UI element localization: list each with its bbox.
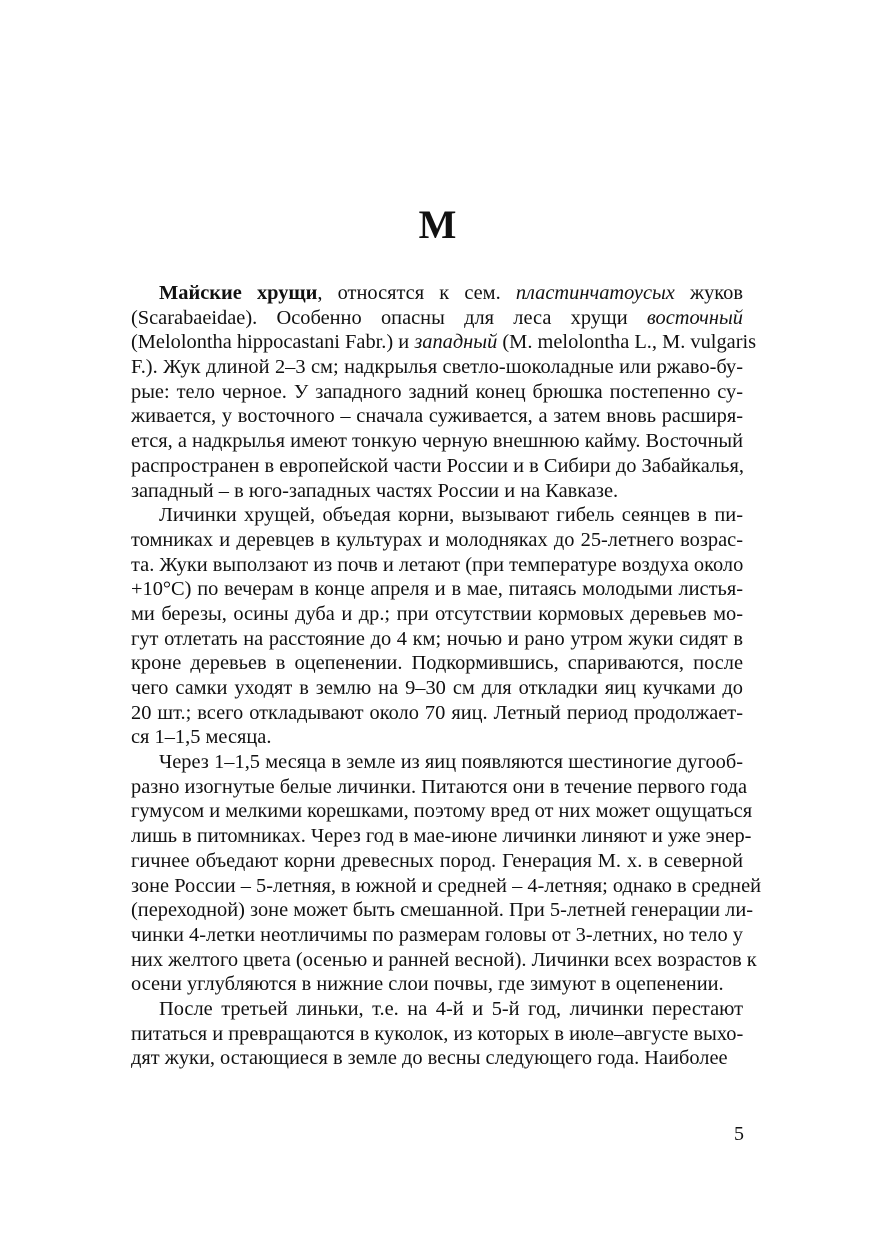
text-line xyxy=(131,750,743,775)
section-letter-heading: М xyxy=(418,202,458,247)
text-line xyxy=(131,627,743,652)
paragraph xyxy=(131,281,757,503)
text-run: западный – в юго-западных частях России и на Кавказе. xyxy=(131,479,619,502)
text-run: жуков xyxy=(674,282,743,304)
text-run: (M. melolontha L., M. vulgaris xyxy=(497,331,757,354)
text-line xyxy=(131,355,743,380)
text-run: них желтого цвета (осенью и ранней весной). Личинки всех возрастов к xyxy=(131,948,757,971)
text-run: (Melolontha hippocastani Fabr.) и xyxy=(131,331,415,354)
text-line xyxy=(131,775,748,800)
text-line xyxy=(131,725,743,750)
text-line xyxy=(131,528,743,553)
text-run: (Scarabaeidae). Особенно опасны для леса хрущи xyxy=(131,306,647,329)
text-line xyxy=(131,503,743,528)
text-line xyxy=(131,380,743,405)
text-run: рые: тело черное. У западного задний конец брюшка постепенно су- xyxy=(131,380,743,403)
text-run: гумусом и мелкими корешками, поэтому вред от них может ощущаться xyxy=(131,800,753,823)
text-line xyxy=(131,1022,743,1047)
text-run: осени углубляются в нижние слои почвы, где зимуют в оцепенении. xyxy=(131,973,724,996)
text-run: дят жуки, остающиеся в земле до весны следующего года. Наиболее xyxy=(131,1047,728,1070)
text-line xyxy=(131,676,743,701)
text-line xyxy=(131,701,743,726)
text-run: ется, а надкрылья имеют тонкую черную внешнюю кайму. Восточный xyxy=(131,430,743,453)
text-run: разно изогнутые белые личинки. Питаются они в течение первого года xyxy=(131,775,748,798)
text-line xyxy=(131,898,754,923)
text-run: После третьей линьки, т.е. на 4-й и 5-й год, личинки перестают xyxy=(159,997,743,1020)
text-line xyxy=(131,849,743,874)
paragraph xyxy=(131,750,762,997)
text-line xyxy=(131,923,743,948)
text-run: Личинки хрущей, объедая корни, вызывают гибель сеянцев в пи- xyxy=(159,504,743,527)
text-run: чинки 4-летки неотличимы по размерам головы от 3-летних, но тело у xyxy=(131,923,743,946)
text-run: 20 шт.; всего откладывают около 70 яиц. Летный период продолжает- xyxy=(131,701,743,724)
text-run: лишь в питомниках. Через год в мае-июне личинки линяют и уже энер- xyxy=(131,825,752,848)
term-italic: пластинчатоусых xyxy=(515,282,675,304)
text-line xyxy=(131,948,757,973)
text-line xyxy=(131,1046,743,1071)
text-run: зоне России – 5-летняя, в южной и средней – 4-летняя; однако в средней xyxy=(131,874,762,897)
text-run: гичнее объедают корни древесных пород. Генерация М. х. в северной xyxy=(131,849,743,872)
text-run: ся 1–1,5 месяца. xyxy=(131,726,272,749)
text-run: питаться и превращаются в куколок, из которых в июле–августе выхо- xyxy=(131,1022,744,1045)
text-line xyxy=(131,330,757,355)
text-run: распространен в европейской части России и в Сибири до Забайкалья, xyxy=(131,454,744,477)
text-line xyxy=(131,577,743,602)
text-line xyxy=(131,553,743,578)
text-run: (переходной) зоне может быть смешанной. При 5-летней генерации ли- xyxy=(131,899,754,922)
text-line xyxy=(131,602,743,627)
text-line xyxy=(131,874,762,899)
article-text xyxy=(131,281,762,1071)
text-line xyxy=(131,404,743,429)
text-run: живается, у восточного – сначала суживается, а затем вновь расширя- xyxy=(131,405,743,428)
text-run: , относятся к сем. xyxy=(317,282,516,304)
text-line xyxy=(131,306,743,331)
text-line xyxy=(131,972,743,997)
text-line xyxy=(131,799,753,824)
text-line xyxy=(131,824,752,849)
text-run: +10°С) по вечерам в конце апреля и в мае, питаясь молодыми листья- xyxy=(131,578,743,601)
text-run: гут отлетать на расстояние до 4 км; ночью и рано утром жуки сидят в xyxy=(131,627,743,650)
text-run: та. Жуки выползают из почв и летают (при температуре воздуха около xyxy=(131,553,744,576)
text-run: чего самки уходят в землю на 9–30 см для откладки яиц кучками до xyxy=(131,677,743,699)
term-bold: Майские хрущи xyxy=(159,282,318,304)
text-run: ми березы, осины дуба и др.; при отсутствии кормовых деревьев мо- xyxy=(131,602,743,625)
text-run: кроне деревьев в оцепенении. Подкормившись, спариваются, после xyxy=(131,652,743,675)
term-italic: западный xyxy=(414,331,498,354)
text-run: F.). Жук длиной 2–3 см; надкрылья светло-шоколадные или ржаво-бу- xyxy=(131,356,743,379)
text-line xyxy=(131,479,743,504)
paragraph xyxy=(131,997,743,1071)
text-run: томниках и деревцев в культурах и молодняках до 25-летнего возрас- xyxy=(131,528,743,551)
text-line xyxy=(131,997,743,1022)
text-line xyxy=(131,429,743,454)
text-line xyxy=(131,651,743,676)
page-number: 5 xyxy=(734,1123,744,1145)
paragraph xyxy=(131,503,743,750)
text-line xyxy=(131,454,743,479)
text-run: Через 1–1,5 месяца в земле из яиц появляются шестиногие дугооб- xyxy=(159,751,743,774)
text-line xyxy=(131,281,743,306)
term-italic: восточный xyxy=(646,306,743,329)
